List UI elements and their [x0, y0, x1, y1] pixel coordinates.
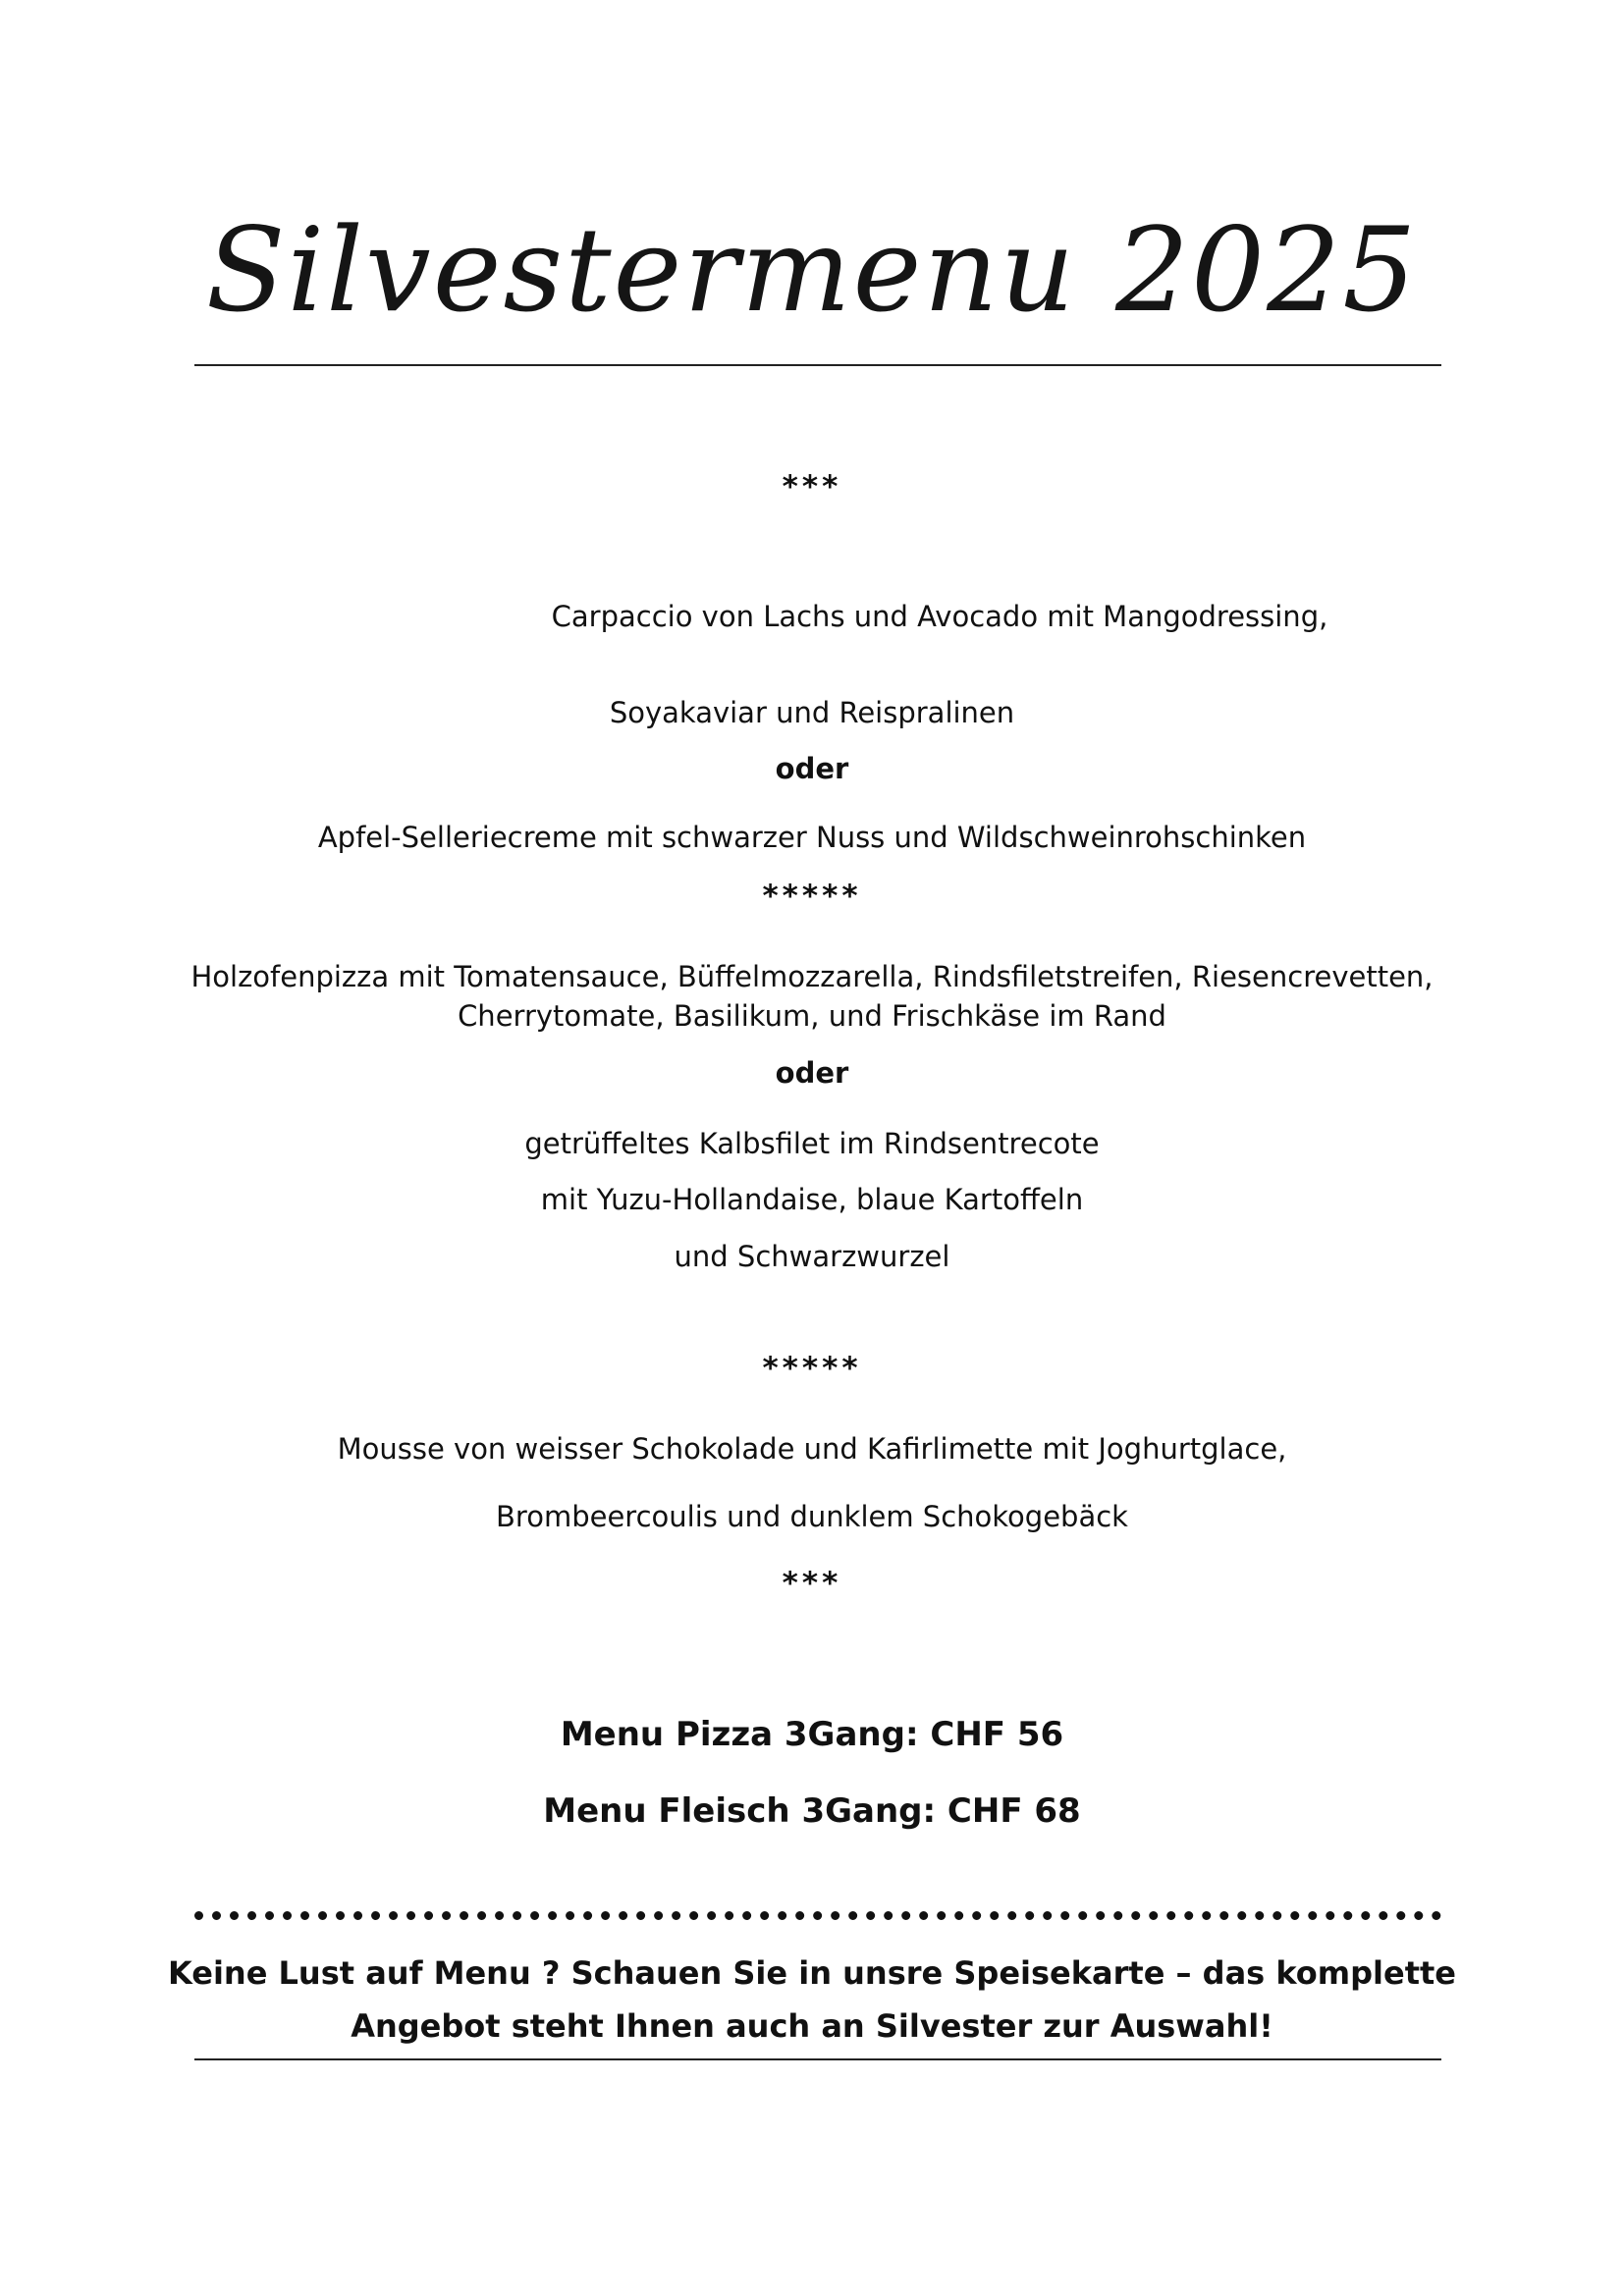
dessert-line-1: Mousse von weisser Schokolade und Kafirlimette mit Joghurtglace, — [337, 1432, 1287, 1466]
main-line-1: Holzofenpizza mit Tomatensauce, Büffelmozzarella, Rindsfiletstreifen, Riesencrevetten, — [190, 960, 1434, 993]
separator-top: *** — [782, 469, 842, 505]
starter-line-2: Soyakaviar und Reispralinen — [609, 696, 1015, 729]
starter-alternative: Apfel-Selleriecreme mit schwarzer Nuss und Wildschweinrohschinken — [317, 821, 1307, 854]
footer-divider — [194, 2058, 1441, 2060]
starter-or: oder — [775, 752, 849, 785]
price-meat-menu: Menu Fleisch 3Gang: CHF 68 — [543, 1791, 1081, 1831]
title-divider — [194, 364, 1441, 366]
main-or: oder — [775, 1056, 849, 1090]
main-line-2: Cherrytomate, Basilikum, und Frischkäse im Rand — [458, 999, 1166, 1033]
dotted-divider — [194, 1911, 1441, 1920]
separator-bottom: *** — [782, 1566, 842, 1601]
separator-main-dessert: ***** — [762, 1351, 862, 1386]
footer-line-1: Keine Lust auf Menu ? Schauen Sie in unsre Speisekarte – das komplette — [168, 1954, 1456, 1992]
price-pizza-menu: Menu Pizza 3Gang: CHF 56 — [560, 1715, 1064, 1754]
separator-starter-main: ***** — [762, 879, 862, 914]
main-alt-line-1: getrüffeltes Kalbsfilet im Rindsentrecote — [524, 1127, 1100, 1160]
starter-line-1: Carpaccio von Lachs und Avocado mit Mangodressing, — [551, 600, 1328, 633]
dessert-line-2: Brombeercoulis und dunklem Schokogebäck — [496, 1500, 1128, 1533]
footer-line-2: Angebot steht Ihnen auch an Silvester zur Auswahl! — [351, 2007, 1273, 2045]
main-alt-line-3: und Schwarzwurzel — [674, 1240, 950, 1273]
main-alt-line-2: mit Yuzu-Hollandaise, blaue Kartoffeln — [540, 1183, 1084, 1216]
menu-title: Silvestermenu 2025 — [205, 202, 1419, 338]
